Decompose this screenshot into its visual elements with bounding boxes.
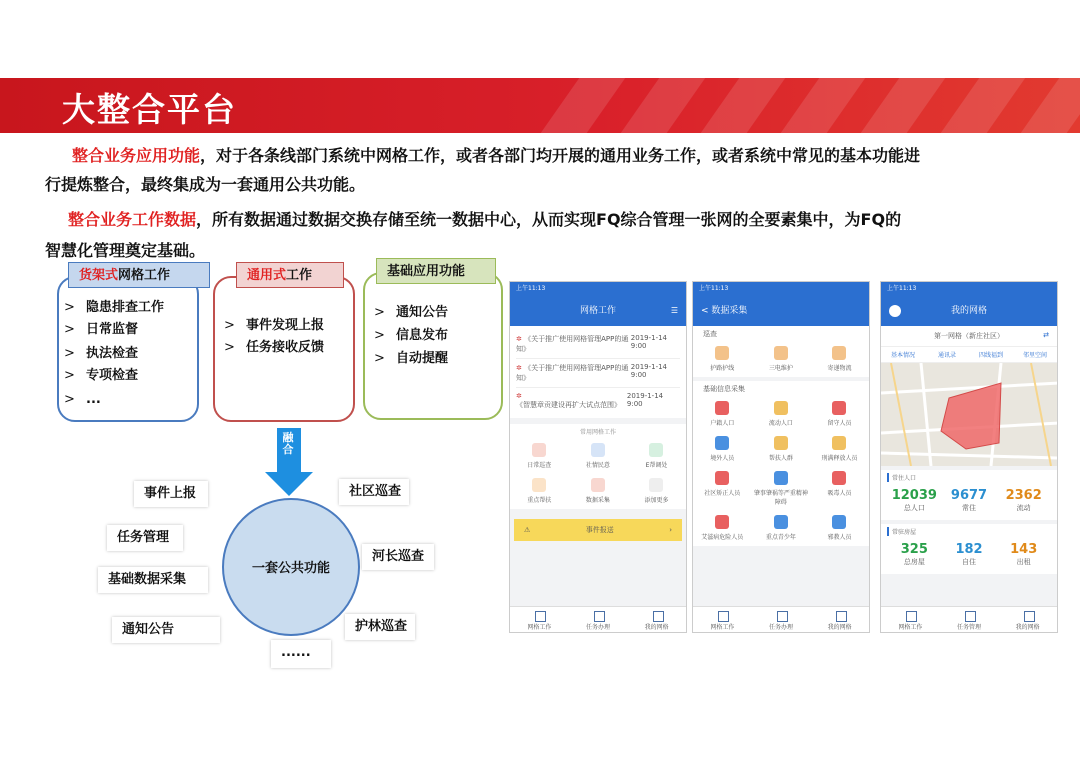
grid-item[interactable]: 流动人口 — [752, 397, 811, 432]
grid-item[interactable]: 社区矫正人员 — [693, 467, 752, 511]
tab-strip — [881, 347, 1057, 363]
stat-rent: 143 出租 — [1010, 542, 1038, 566]
stat-owner: 182 自住 — [955, 542, 983, 566]
section-title: 常用网格工作 — [579, 429, 616, 436]
list-item: > 任务接收反馈 — [224, 337, 324, 359]
list-item: > 信息发布 — [374, 324, 448, 347]
tag-more: ...... — [271, 640, 331, 668]
list-item: > 日常监督 — [64, 319, 164, 341]
population-section — [881, 470, 1057, 520]
circle-label: 一套公共功能 — [251, 561, 330, 576]
section-title: 常住人口 — [887, 473, 1051, 482]
grid-item[interactable]: 肇事肇祸等严重精神障碍 — [752, 467, 811, 511]
tab-my-grid[interactable]: 我的网格 — [810, 607, 869, 632]
list-item: > ... — [64, 389, 164, 411]
switch-icon: ⇄ — [1043, 331, 1049, 339]
page-title: 大整合平台 — [62, 90, 237, 129]
back-icon[interactable]: < — [701, 306, 709, 316]
list-item[interactable]: ✲ 《关于推广使用网格管理APP的通知》 2019-1-14 9:00 — [516, 359, 680, 388]
list-item: > 通知公告 — [374, 301, 448, 324]
list-item: > 专项检查 — [64, 365, 164, 387]
category-list-shelf — [64, 297, 164, 411]
grid-item[interactable]: 留守人员 — [810, 397, 869, 432]
grid-item[interactable]: 添加更多 — [627, 474, 686, 509]
stat-houses: 325 总房屋 — [900, 542, 928, 566]
grid-item[interactable]: 三电维护 — [752, 342, 811, 377]
tag-task-management: 任务管理 — [107, 525, 183, 551]
status-bar: 上午11:13 — [693, 282, 869, 296]
menu-icon: ☰ — [670, 306, 678, 315]
grid-map[interactable] — [881, 363, 1058, 466]
intro-line-1: 整合业务应用功能，对于各条线部门系统中网格工作，或者各部门均开展的通用业务工作，或者系统中常见的基本功能进 — [72, 146, 921, 165]
tab-bar — [510, 606, 686, 632]
tag-forest-patrol: 护林巡查 — [345, 614, 415, 640]
grid-item[interactable]: 数据采集 — [569, 474, 628, 509]
grid-item[interactable]: 重点帮扶 — [510, 474, 569, 509]
notice-list — [510, 326, 686, 418]
grid-item[interactable]: 吸毒人员 — [810, 467, 869, 511]
avatar-icon — [889, 305, 901, 317]
list-item: > 执法检查 — [64, 343, 164, 365]
grid-item[interactable]: E帮调处 — [627, 439, 686, 474]
stat-total: 12039 总人口 — [891, 488, 937, 512]
category-list-general — [224, 315, 324, 359]
list-item: > 隐患排查工作 — [64, 297, 164, 319]
grid-item[interactable]: 户籍人口 — [693, 397, 752, 432]
tab-neighbors[interactable]: 邻里空间 — [1022, 352, 1047, 359]
category-header-shelf: 货架式网格工作 — [68, 262, 210, 288]
section-title: 基础信息采集 — [703, 385, 745, 393]
grid-selector[interactable]: 第一网格（新庄社区） ⇄ — [881, 326, 1057, 347]
app-header: < 数据采集 — [693, 296, 869, 326]
intro-line-4: 智慧化管理奠定基础。 — [45, 241, 206, 260]
list-item[interactable]: ✲ 《关于推广使用网格管理APP的通知》 2019-1-14 9:00 — [516, 330, 680, 359]
tab-my-grid[interactable]: 我的网格 — [998, 607, 1057, 632]
tab-basic[interactable]: 基本情况 — [890, 352, 915, 359]
tab-tasks[interactable]: 任务管理 — [940, 607, 999, 632]
tab-bar — [693, 606, 869, 632]
event-report-button[interactable]: ⚠ 事件报送 › — [514, 519, 682, 541]
status-bar: 上午11:13 — [510, 282, 686, 296]
category-list-basic — [374, 301, 448, 370]
highlight-text: 整合业务工作数据 — [68, 210, 197, 229]
tab-tasks[interactable]: 任务办理 — [569, 607, 628, 632]
tab-contacts[interactable]: 通讯录 — [937, 352, 956, 359]
app-header: 网格工作 ☰ — [510, 296, 686, 326]
grid-item[interactable]: 艾滋病危险人员 — [693, 511, 752, 546]
list-item: > 自动提醒 — [374, 347, 448, 370]
tag-basic-data: 基础数据采集 — [98, 567, 208, 593]
tag-event-report: 事件上报 — [134, 481, 208, 507]
section-title: 巡查 — [703, 330, 717, 338]
phone-my-grid — [880, 281, 1058, 633]
status-bar: 上午11:13 — [881, 282, 1057, 296]
tab-grid-work[interactable]: 网格工作 — [881, 607, 940, 632]
grid-item[interactable]: 境外人员 — [693, 432, 752, 467]
list-item[interactable]: ✲ 《智慧章贡建设再扩大试点范围》 2019-1-14 9:00 — [516, 392, 664, 409]
tab-grid-work[interactable]: 网格工作 — [693, 607, 752, 632]
list-item: > 事件发现上报 — [224, 315, 324, 337]
grid-item[interactable]: 社情民意 — [569, 439, 628, 474]
grid-item[interactable]: 日常巡查 — [510, 439, 569, 474]
intro-line-2: 行提炼整合，最终集成为一套通用公共功能。 — [45, 175, 366, 194]
housing-section — [881, 524, 1057, 574]
highlight-text: 整合业务应用功能 — [72, 146, 201, 165]
stat-resident: 9677 常住 — [950, 488, 988, 512]
common-work-section — [510, 424, 686, 509]
app-header: 我的网格 — [881, 296, 1057, 326]
grid-item[interactable]: 寄递物流 — [810, 342, 869, 377]
stat-floating: 2362 流动 — [1005, 488, 1042, 512]
grid-item[interactable]: 护路护线 — [693, 342, 752, 377]
grid-item[interactable]: 邪教人员 — [810, 511, 869, 546]
phone-grid-work — [509, 281, 687, 633]
tag-community-patrol: 社区巡查 — [339, 479, 409, 505]
tab-four-lines[interactable]: 四线福到 — [978, 352, 1003, 359]
grid-item[interactable]: 帮扶人群 — [752, 432, 811, 467]
tab-grid-work[interactable]: 网格工作 — [510, 607, 569, 632]
merge-label: 融合 — [282, 431, 294, 456]
tab-bar — [881, 606, 1057, 632]
phone-data-collection — [692, 281, 870, 633]
intro-line-3: 整合业务工作数据，所有数据通过数据交换存储至统一数据中心，从而实现FQ综合管理一张网的全要素集中，为FQ的 — [68, 210, 902, 229]
tab-my-grid[interactable]: 我的网格 — [627, 607, 686, 632]
grid-item[interactable]: 重点青少年 — [752, 511, 811, 546]
tag-notice: 通知公告 — [112, 617, 220, 643]
tab-tasks[interactable]: 任务办理 — [752, 607, 811, 632]
category-header-general: 通用式工作 — [236, 262, 344, 288]
grid-item[interactable]: 刑满释放人员 — [810, 432, 869, 467]
tag-river-patrol: 河长巡查 — [362, 544, 434, 570]
section-title: 常驻房屋 — [887, 527, 1051, 536]
category-header-basic: 基础应用功能 — [376, 258, 496, 284]
